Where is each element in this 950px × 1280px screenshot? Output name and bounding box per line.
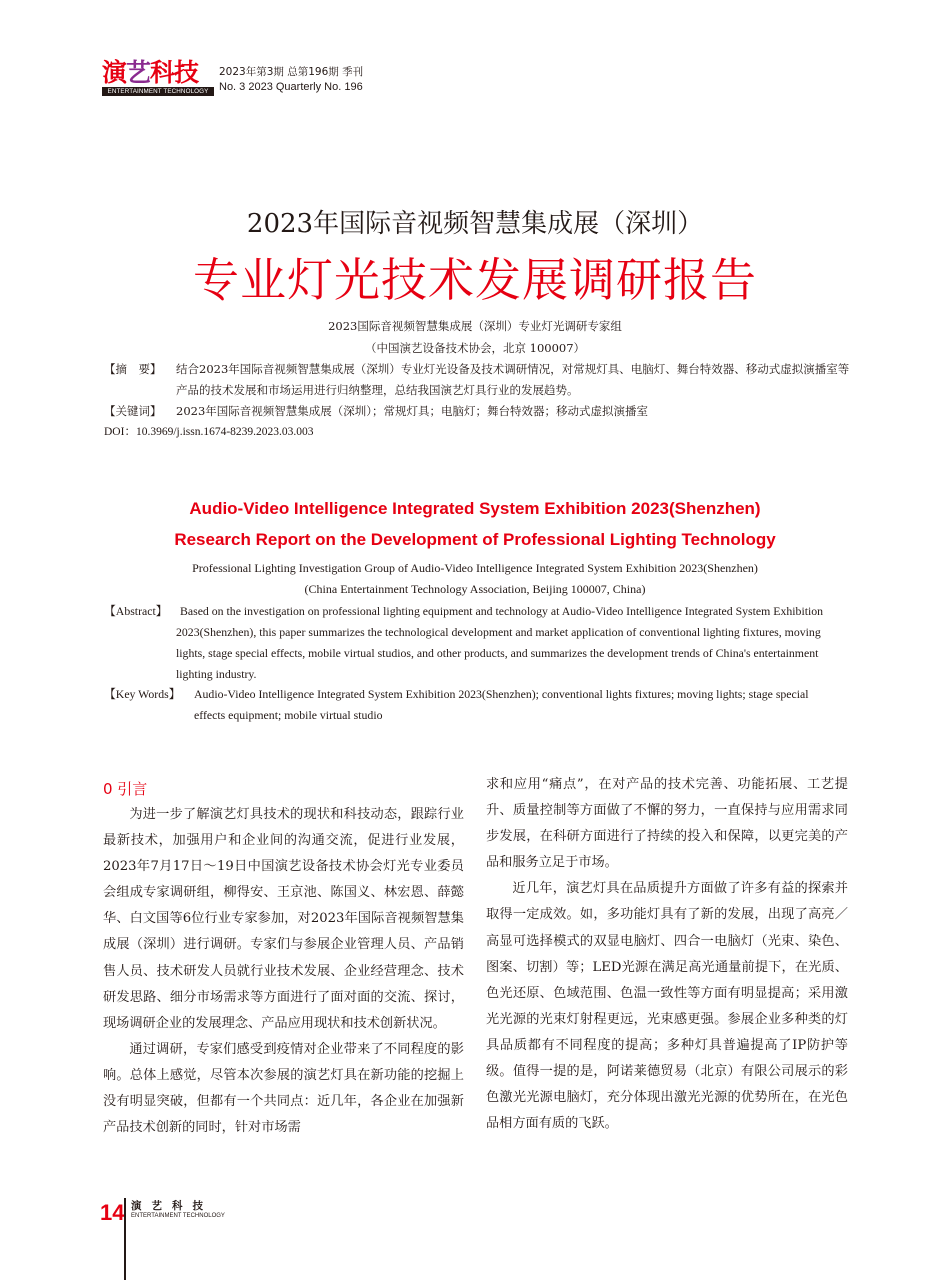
paragraph: 通过调研，专家们感受到疫情对企业带来了不同程度的影响。总体上感觉，尽管本次参展的演艺灯具在新功能的挖掘上没有明显突破，但都有一个共同点：近几年，各企业在加强新产品技术创新的同时，针对市场需 [103, 1041, 464, 1136]
affiliation-cn: （中国演艺设备技术协会，北京 100007） [364, 341, 586, 355]
logo-text-en: ENTERTAINMENT TECHNOLOGY [102, 87, 214, 96]
abstract-text-cn: 结合2023年国际音视频智慧集成展（深圳）专业灯光设备及技术调研情况，对常规灯具、电脑灯、舞台特效器、移动式虚拟演播室等产品的技术发展和市场运用进行归纳整理，总结我国演艺灯具行业的发展趋势。 [176, 362, 850, 397]
author-en: Professional Lighting Investigation Group of Audio-Video Intelligence Integrated System Exhibition 2023(Shenzhen) [192, 561, 758, 575]
article-subtitle-cn: 2023年国际音视频智慧集成展（深圳） [246, 209, 704, 239]
keywords-label-en: 【Key Words】 [104, 687, 181, 701]
issue-info-cn: 2023年第3期 总第196期 季刊 [219, 66, 364, 78]
keywords-text-en: Audio-Video Intelligence Integrated System Exhibition 2023(Shenzhen); conventional lights fixtures; moving lights; stage special effects equipment; mobile virtual studio [194, 687, 809, 722]
footer-journal-name-en: ENTERTAINMENT TECHNOLOGY [131, 1213, 225, 1219]
body-right-column [486, 772, 848, 1137]
body-left-column [103, 802, 464, 1141]
footer-divider [124, 1198, 126, 1280]
paragraph: 近几年，演艺灯具在品质提升方面做了许多有益的探索并取得一定成效。如，多功能灯具有了新的发展，出现了高亮／高显可选择模式的双显电脑灯、四合一电脑灯（光束、染色、图案、切割）等；LED光源在满足高光通量前提下，在光质、色光还原、色域范围、色温一致性等方面有明显提高；采用激光光源的光束灯射程更远，光束感更强。参展企业多种类的灯具品质都有不同程度的提高；多种灯具普遍提高了IP防护等级。值得一提的是，阿诺莱德贸易（北京）有限公司展示的彩色激光光源电脑灯，充分体现出激光光源的优势所在，在光色品相方面有质的飞跃。 [486, 881, 848, 1132]
article-title-en-2: Research Report on the Development of Professional Lighting Technology [174, 530, 776, 549]
article-title-en-1: Audio-Video Intelligence Integrated System Exhibition 2023(Shenzhen) [189, 499, 761, 518]
issue-info-en: No. 3 2023 Quarterly No. 196 [219, 81, 363, 93]
article-title-cn: 专业灯光技术发展调研报告 [193, 253, 757, 307]
keywords-label-cn: 【关键词】 [104, 404, 162, 418]
paragraph: 为进一步了解演艺灯具技术的现状和科技动态，跟踪行业最新技术，加强用户和企业间的沟通交流，促进行业发展，2023年7月17日～19日中国演艺设备技术协会灯光专业委员会组成专家调研组，柳得安、王京池、陈国义、林宏恩、薛懿华、白文国等6位行业专家参加，对2023年国际音视频智慧集成展（深圳）进行调研。专家们与参展企业管理人员、产品销售人员、技术研发人员就行业技术发展、企业经营理念、技术研发思路、细分市场需求等方面进行了面对面的交流、探讨，现场调研企业的发展理念、产品应用现状和技术创新状况。 [103, 807, 464, 1031]
journal-logo [102, 60, 214, 96]
logo-text-cn: 演艺科技 [102, 58, 199, 87]
paragraph: 求和应用“痛点”，在对产品的技术完善、功能拓展、工艺提升、质量控制等方面做了不懈的努力，一直保持与应用需求同步发展，在科研方面进行了持续的投入和保障，以更完美的产品和服务立足于市场。 [486, 777, 848, 871]
footer-journal-name-cn: 演艺科技 [131, 1200, 213, 1212]
section-heading-intro: 0 引言 [103, 780, 148, 798]
affiliation-en: (China Entertainment Technology Association, Beijing 100007, China) [304, 582, 646, 596]
doi: DOI：10.3969/j.issn.1674-8239.2023.03.003 [104, 426, 314, 438]
page-number: 14 [100, 1200, 125, 1225]
abstract-label-en: 【Abstract】 [104, 604, 168, 618]
author-cn: 2023国际音视频智慧集成展（深圳）专业灯光调研专家组 [328, 319, 622, 333]
abstract-text-en: Based on the investigation on professional lighting equipment and technology at Audio-Video Intelligence Integrated System Exhibition 2023(Shenzhen), this paper summarizes the technological development and market application of conventional lighting fixtures, moving lights, stage special effects, mobile virtual studios, and other products, and summarizes the development trends of China's entertainment lighting industry. [176, 604, 824, 681]
keywords-text-cn: 2023年国际音视频智慧集成展（深圳）；常规灯具；电脑灯；舞台特效器；移动式虚拟演播室 [176, 404, 649, 418]
abstract-label-cn: 【摘 要】 [104, 362, 162, 376]
